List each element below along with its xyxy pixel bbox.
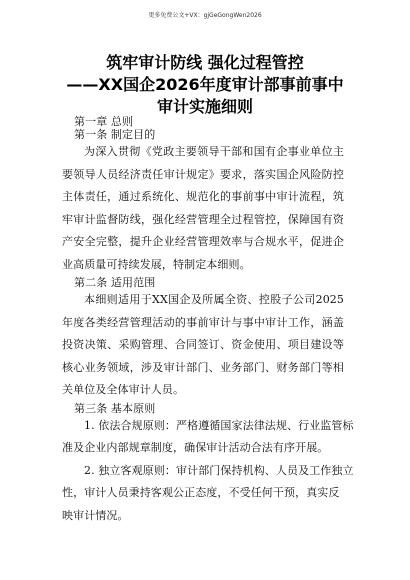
- document-body: [62, 115, 354, 527]
- chapter-1-heading: 第一章 总则: [74, 115, 134, 128]
- document-title-line-1: 筑牢审计防线 强化过程管控: [106, 53, 304, 72]
- principle-2-line-2: 性，审计人员秉持客观公正态度，不受任何干预，真实反: [62, 486, 340, 499]
- article-1-text: 为深入贯彻《党政主要领导干部和国有企事业单位主要领导人员经济责任审计规定》要求，落实国企风险防控主体责任，通过系统化、规范化的事前事中审计流程，筑牢审计监督防线，强化经营管理全过程管控，保障国有资产安全完整，提升企业经营管理效率与合规水平，促进企业高质量可持续发展，特制定本细则。: [62, 145, 344, 271]
- principle-2-line-1: 2. 独立客观原则：审计部门保持机构、人员及工作独立: [84, 463, 354, 477]
- document-title-line-2: ——XX国企2026年度审计部事前事中: [66, 75, 344, 94]
- article-2-text: 本细则适用于XX国企及所属全资、控股子公司2025年度各类经营管理活动的事前审计与事中审计工作，涵盖投资决策、采购管理、合同签订、资金使用、项目建设等核心业务领域，涉及审计部门、业务部门、财务部门等相关单位及全体审计人员。: [62, 293, 344, 396]
- principle-1-line-1: 1. 依法合规原则：严格遵循国家法律法规、行业监管标: [84, 418, 354, 432]
- article-2-heading: 第二条 适用范围: [74, 276, 156, 289]
- article-1-heading: 第一条 制定目的: [74, 128, 156, 141]
- principle-2-line-3: 映审计情况。: [62, 508, 129, 522]
- article-3-heading: 第三条 基本原则: [74, 401, 156, 415]
- document-title-line-3: 审计实施细则: [156, 97, 253, 116]
- header-watermark: 更多免费公文+VX：gjGeGongWen2026: [148, 12, 262, 19]
- principle-1-line-2: 准及企业内部规章制度，确保审计活动合法有序开展。: [62, 441, 329, 454]
